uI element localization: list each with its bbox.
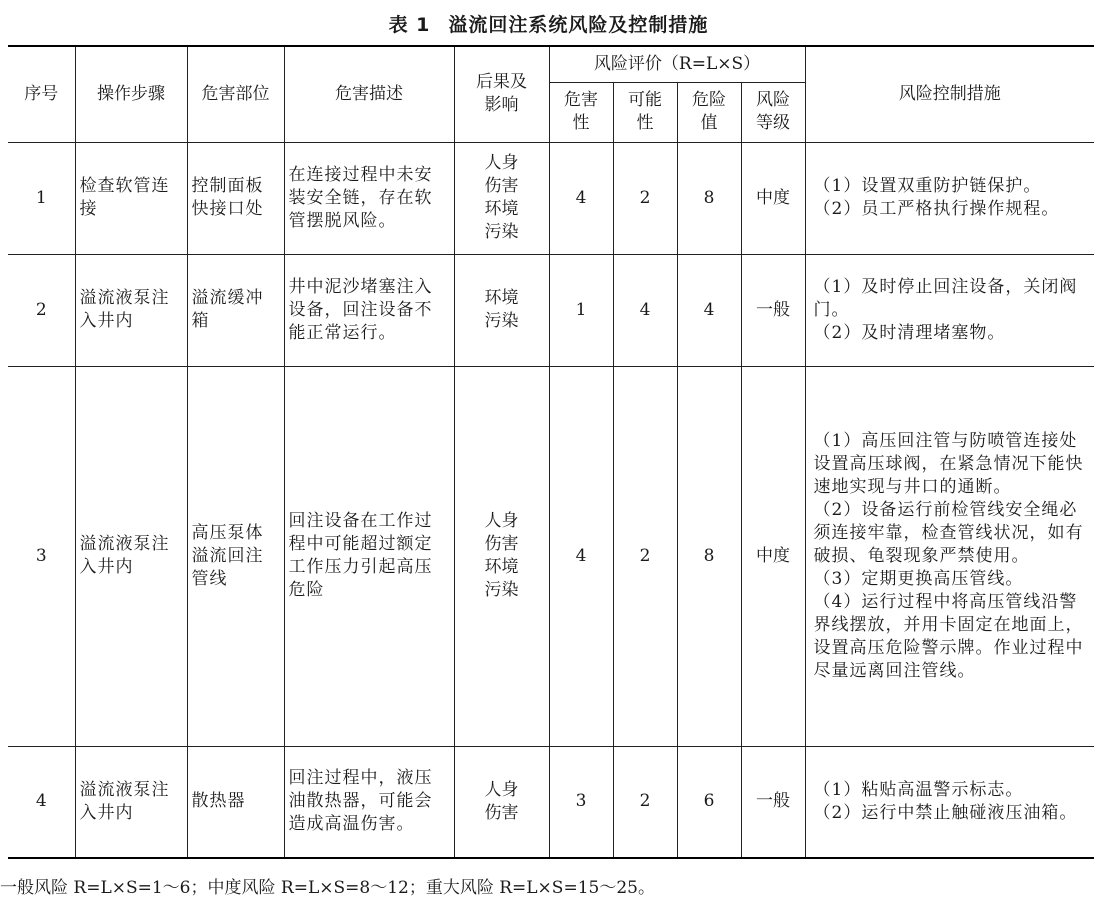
- cell-desc: 在连接过程中未安装安全链，存在软管摆脱风险。: [284, 142, 454, 254]
- cell-consequence: 环境污染: [454, 254, 549, 366]
- cell-desc: 回注过程中，液压油散热器，可能会造成高温伤害。: [284, 746, 454, 858]
- header-consequence: 后果及影响: [454, 46, 549, 142]
- cell-risk-level: 中度: [741, 142, 805, 254]
- header-step: 操作步骤: [75, 46, 187, 142]
- header-desc: 危害描述: [284, 46, 454, 142]
- table-number: 表 1: [388, 14, 431, 36]
- cell-step: 检查软管连接: [75, 142, 187, 254]
- cell-part: 控制面板快接口处: [187, 142, 284, 254]
- cell-consequence: 人身伤害环境污染: [454, 142, 549, 254]
- table-row: [8, 746, 1094, 858]
- cell-risk-value: 8: [677, 142, 741, 254]
- cell-risk-value: 6: [677, 746, 741, 858]
- header-risk-value: 危险值: [677, 82, 741, 142]
- cell-severity: 3: [549, 746, 613, 858]
- cell-severity: 1: [549, 254, 613, 366]
- cell-desc: 回注设备在工作过程中可能超过额定工作压力引起高压危险: [284, 366, 454, 746]
- measure-item: （2）员工严格执行操作规程。: [813, 199, 1060, 219]
- cell-measures: [805, 746, 1094, 858]
- measure-item: （2）及时清理堵塞物。: [813, 322, 1006, 343]
- header-seq: 序号: [8, 46, 75, 142]
- measure-item: （1）及时停止回注设备，关闭阀门。: [813, 276, 1078, 320]
- measure-item: （2）设备运行前检管线安全绳必须连接牢靠，检查管线状况，如有破损、龟裂现象严禁使用。: [813, 499, 1084, 566]
- risk-table: [8, 45, 1094, 859]
- header-part: 危害部位: [187, 46, 284, 142]
- cell-desc: 井中泥沙堵塞注入设备，回注设备不能正常运行。: [284, 254, 454, 366]
- header-evaluation: 风险评价（R=L×S）: [549, 46, 805, 82]
- cell-risk-level: 一般: [741, 254, 805, 366]
- measure-item: （2）运行中禁止触碰液压油箱。: [813, 802, 1078, 823]
- cell-consequence: 人身伤害: [454, 746, 549, 858]
- cell-step: 溢流液泵注入井内: [75, 254, 187, 366]
- cell-risk-level: 中度: [741, 366, 805, 746]
- cell-severity: 4: [549, 142, 613, 254]
- table-caption: [0, 10, 1097, 37]
- table-row: [8, 142, 1094, 254]
- measure-item: （1）粘贴高温警示标志。: [813, 779, 1024, 800]
- cell-likelihood: 2: [613, 142, 677, 254]
- measure-item: （1）高压回注管与防喷管连接处设置高压球阀，在紧急情况下能快速地实现与井口的通断。: [813, 430, 1084, 497]
- cell-seq: 2: [8, 254, 75, 366]
- cell-likelihood: 2: [613, 366, 677, 746]
- header-risk-level: 风险等级: [741, 82, 805, 142]
- cell-likelihood: 4: [613, 254, 677, 366]
- measure-item: （4）运行过程中将高压管线沿警界线摆放，并用卡固定在地面上，设置高压危险警示牌。作业过程中尽量远离回注管线。: [813, 591, 1084, 681]
- cell-seq: 3: [8, 366, 75, 746]
- cell-step: 溢流液泵注入井内: [75, 366, 187, 746]
- cell-risk-level: 一般: [741, 746, 805, 858]
- header-measures: 风险控制措施: [805, 46, 1094, 142]
- cell-seq: 4: [8, 746, 75, 858]
- cell-seq: 1: [8, 142, 75, 254]
- table-footnote: 一般风险 R=L×S=1～6；中度风险 R=L×S=8～12；重大风险 R=L×S=15～25。: [0, 878, 655, 898]
- cell-measures: [805, 254, 1094, 366]
- cell-risk-value: 8: [677, 366, 741, 746]
- cell-risk-value: 4: [677, 254, 741, 366]
- cell-consequence: 人身伤害环境污染: [454, 366, 549, 746]
- cell-measures: [805, 142, 1094, 254]
- header-likelihood: 可能性: [613, 82, 677, 142]
- measure-item: （3）定期更换高压管线。: [813, 568, 1024, 589]
- cell-part: 散热器: [187, 746, 284, 858]
- header-severity: 危害性: [549, 82, 613, 142]
- cell-likelihood: 2: [613, 746, 677, 858]
- cell-step: 溢流液泵注入井内: [75, 746, 187, 858]
- table-title: 溢流回注系统风险及控制措施: [448, 14, 709, 36]
- cell-part: 高压泵体溢流回注管线: [187, 366, 284, 746]
- table-row: [8, 366, 1094, 746]
- table-row: [8, 254, 1094, 366]
- cell-severity: 4: [549, 366, 613, 746]
- measure-item: （1）设置双重防护链保护。: [813, 176, 1042, 196]
- cell-part: 溢流缓冲箱: [187, 254, 284, 366]
- cell-measures: [805, 366, 1094, 746]
